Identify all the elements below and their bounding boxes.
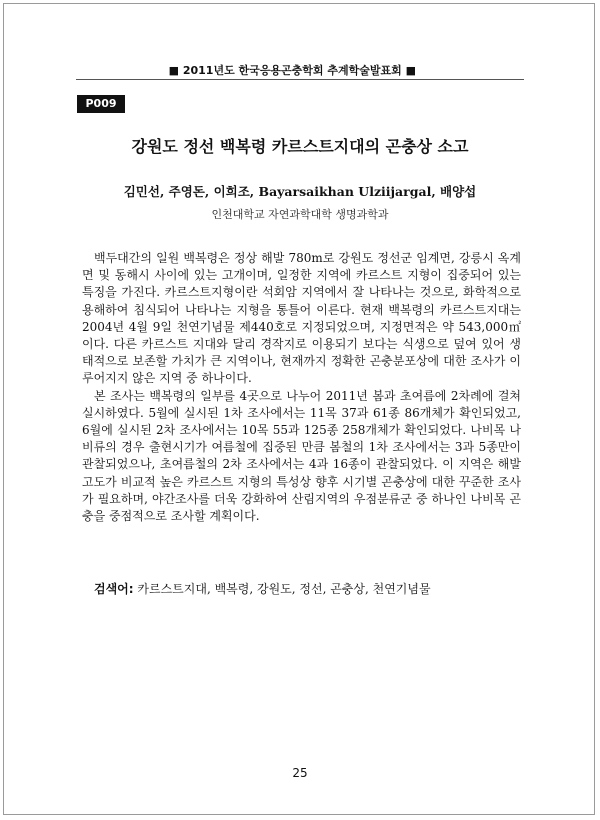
keywords-list: 카르스트지대, 백복령, 강원도, 정선, 곤충상, 천연기념물 [137,582,431,596]
paper-affiliation: 인천대학교 자연과학대학 생명과학과 [211,208,389,221]
header-rule [76,79,524,80]
paper-title: 강원도 정선 백복령 카르스트지대의 곤충상 소고 [131,137,469,156]
paper-code-badge: P009 [77,95,125,113]
keywords-line [94,580,431,597]
conference-header: ■ 2011년도 한국응용곤충학회 추계학술발표회 ■ [168,64,416,77]
abstract-paragraph: 본 조사는 백복령의 일부를 4곳으로 나누어 2011년 봄과 초여름에 2차례에 걸쳐 실시하였다. 5월에 실시된 1차 조사에서는 11목 37과 61종 86개체가 확인되었고, 6월에 실시된 2차 조사에서는 10목 55과 125종 258개체가 확인되었다. 나비목 나비류의 경우 출현시기가 여름철에 집중된 만큼 봄철의 1차 조사에서는 3과 5종만이 관찰되었으나, 초여름철의 2차 조사에서는 4과 16종이 관찰되었다. 이 지역은 해발고도가 비교적 높은 카르스트 지형의 특성상 향후 시기별 곤충상에 대한 꾸준한 조사가 필요하며, 야간조사를 더욱 강화하여 산림지역의 우점분류군 중 하나인 나비목 곤충을 중점적으로 조사할 계획이다. [82,388,521,524]
paper-authors: 김민선, 주영돈, 이희조, Bayarsaikhan Ulziijargal, 배양섭 [123,184,477,199]
keywords-label: 검색어: [94,582,134,596]
abstract-paragraph: 백두대간의 일원 백복령은 정상 해발 780m로 강원도 정선군 임계면, 강릉시 옥계면 및 동해시 사이에 있는 고개이며, 일정한 지역에 카르스트 지형이 집중되어 있는 특징을 가진다. 카르스트지형이란 석회암 지역에서 잘 나타나는 것으로, 화학적으로 용해하여 침식되어 나타나는 지형을 통틀어 이른다. 현재 백복령의 카르스트지대는 2004년 4월 9일 천연기념물 제440호로 지정되었으며, 지정면적은 약 543,000㎡이다. 다른 카르스트 지대와 달리 경작지로 이용되기 보다는 식생으로 덮여 있어 생태적으로 보존할 가치가 큰 지역이나, 현재까지 정확한 곤충분포상에 대한 조사가 이루어지지 않은 지역 중 하나이다. [82,251,521,386]
abstract-body [82,250,521,525]
running-header [0,59,600,81]
page-number: 25 [292,766,308,780]
